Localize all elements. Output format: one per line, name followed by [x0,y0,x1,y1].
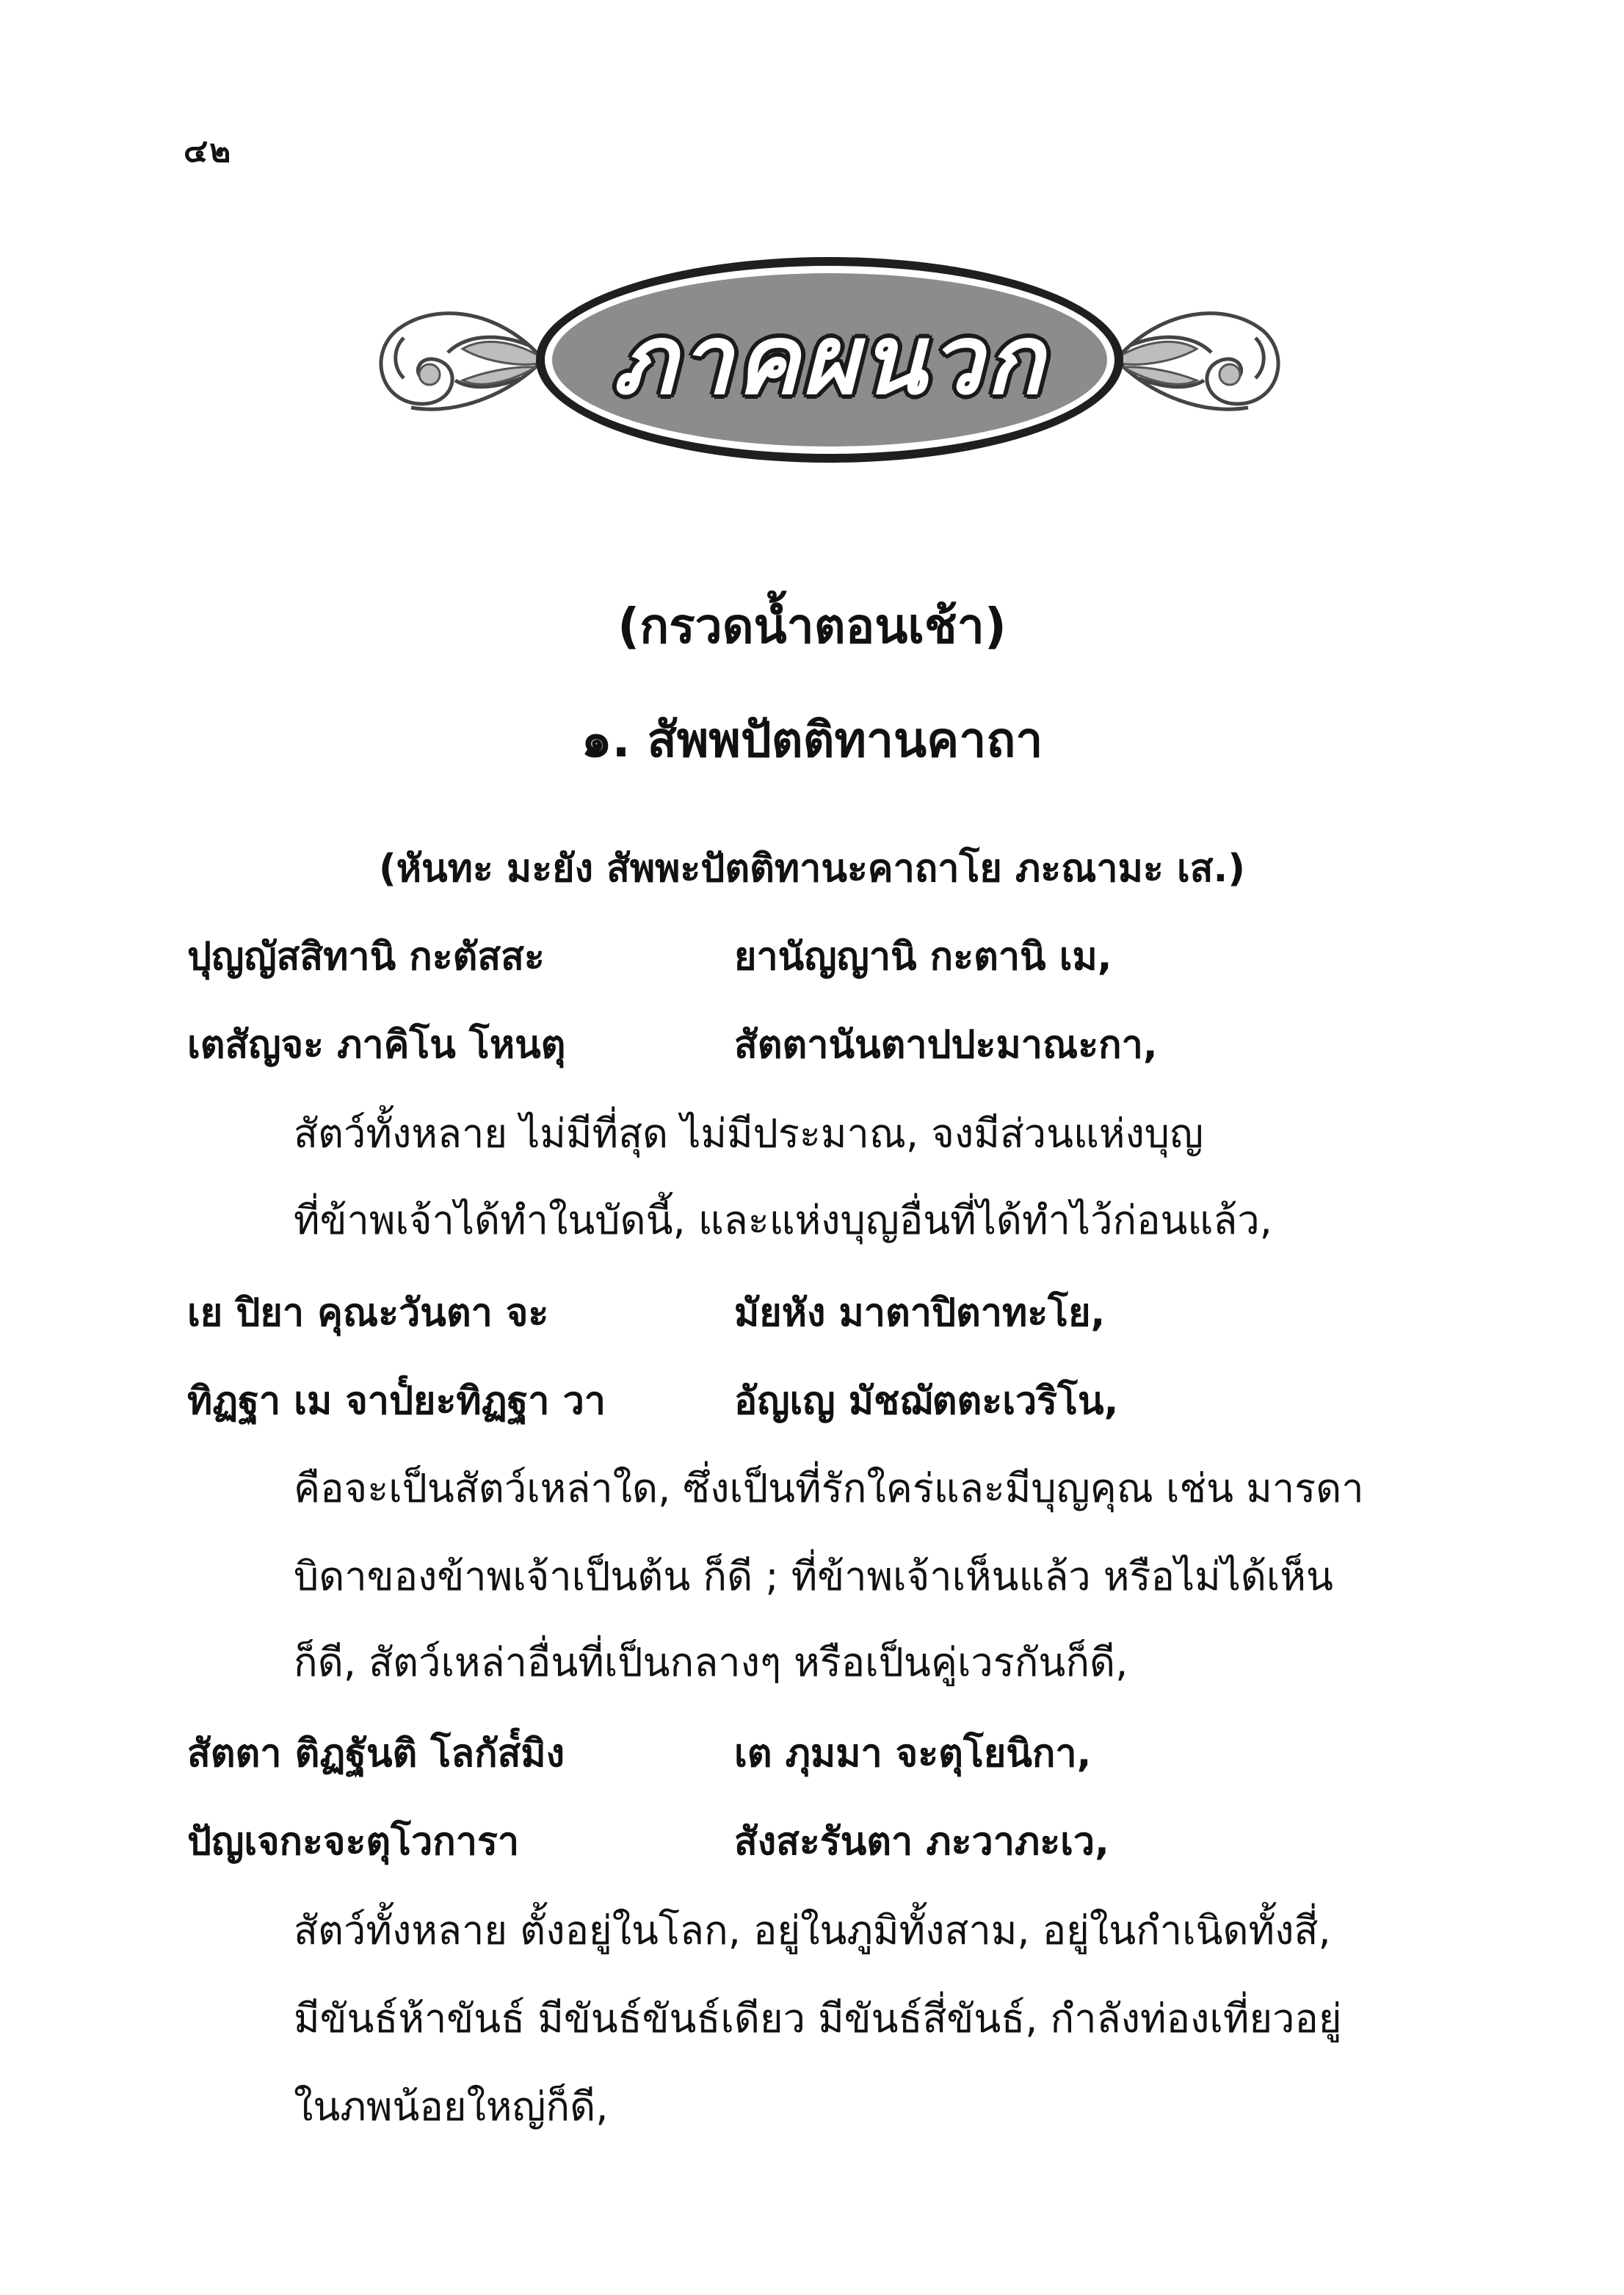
appendix-banner [352,250,1307,470]
verse-line [187,1722,1509,1781]
verse-part-a: ปัญเจกะจะตุโวการา [187,1820,520,1864]
verse-part-b: ยานัญญานิ กะตานิ เม, [734,935,1112,979]
section-heading: ๑. สัพพปัตติทานคาถา [581,712,1043,768]
verse-line [187,925,1509,984]
verse-part-b: สัตตานันตาปปะมาณะกา, [734,1023,1158,1067]
translation-line: ก็ดี, สัตว์เหล่าอื่นที่เป็นกลางๆ หรือเป็นคู่เวรกันก็ดี, [294,1639,1128,1685]
chant-invocation: (หันทะ มะยัง สัพพะปัตติทานะคาถาโย ภะณามะ เส.) [379,847,1245,891]
verse-part-b: มัยหัง มาตาปิตาทะโย, [734,1291,1106,1335]
translation-line: สัตว์ทั้งหลาย ไม่มีที่สุด ไม่มีประมาณ, จงมีส่วนแห่งบุญ [294,1110,1204,1157]
verse-part-b: เต ภุมมา จะตุโยนิกา, [734,1732,1092,1776]
section-subheading: (กรวดน้ำตอนเช้า) [617,598,1007,654]
banner-title: ภาคผนวก [612,304,1047,416]
verse-line [187,1282,1509,1340]
verse-part-b: สังสะรันตา ภะวาภะเว, [734,1820,1109,1864]
verse-line [187,1370,1509,1428]
verse-part-a: เตสัญจะ ภาคิโน โหนตุ [187,1023,566,1067]
translation-line: มีขันธ์ห้าขันธ์ มีขันธ์ขันธ์เดียว มีขันธ์สี่ขันธ์, กำลังท่องเที่ยวอยู่ [294,1995,1342,2042]
page-number: ๔๒ [184,132,233,170]
verse-part-a: ปุญญัสสิทานิ กะตัสสะ [187,935,545,979]
verse-part-a: เย ปิยา คุณะวันตา จะ [187,1291,549,1335]
verse-line [187,1810,1509,1869]
translation-line: ที่ข้าพเจ้าได้ทำในบัดนี้, และแห่งบุญอื่นที่ได้ทำไว้ก่อนแล้ว, [294,1197,1272,1243]
verse-part-a: สัตตา ติฏฐันติ โลกัส๎มิง [187,1732,565,1776]
verse-part-a: ทิฏฐา เม จาป๎ยะทิฏฐา วา [187,1379,606,1423]
translation-line: ในภพน้อยใหญ่ก็ดี, [294,2083,609,2130]
translation-line: คือจะเป็นสัตว์เหล่าใด, ซึ่งเป็นที่รักใคร่และมีบุญคุณ เช่น มารดา [294,1465,1364,1511]
verse-part-b: อัญเญ มัชฌัตตะเวริโน, [734,1379,1119,1423]
translation-line: สัตว์ทั้งหลาย ตั้งอยู่ในโลก, อยู่ในภูมิทั้งสาม, อยู่ในกำเนิดทั้งสี่, [294,1907,1331,1954]
verse-line [187,1013,1509,1072]
translation-line: บิดาของข้าพเจ้าเป็นต้น ก็ดี ; ที่ข้าพเจ้าเห็นแล้ว หรือไม่ได้เห็น [294,1553,1333,1600]
